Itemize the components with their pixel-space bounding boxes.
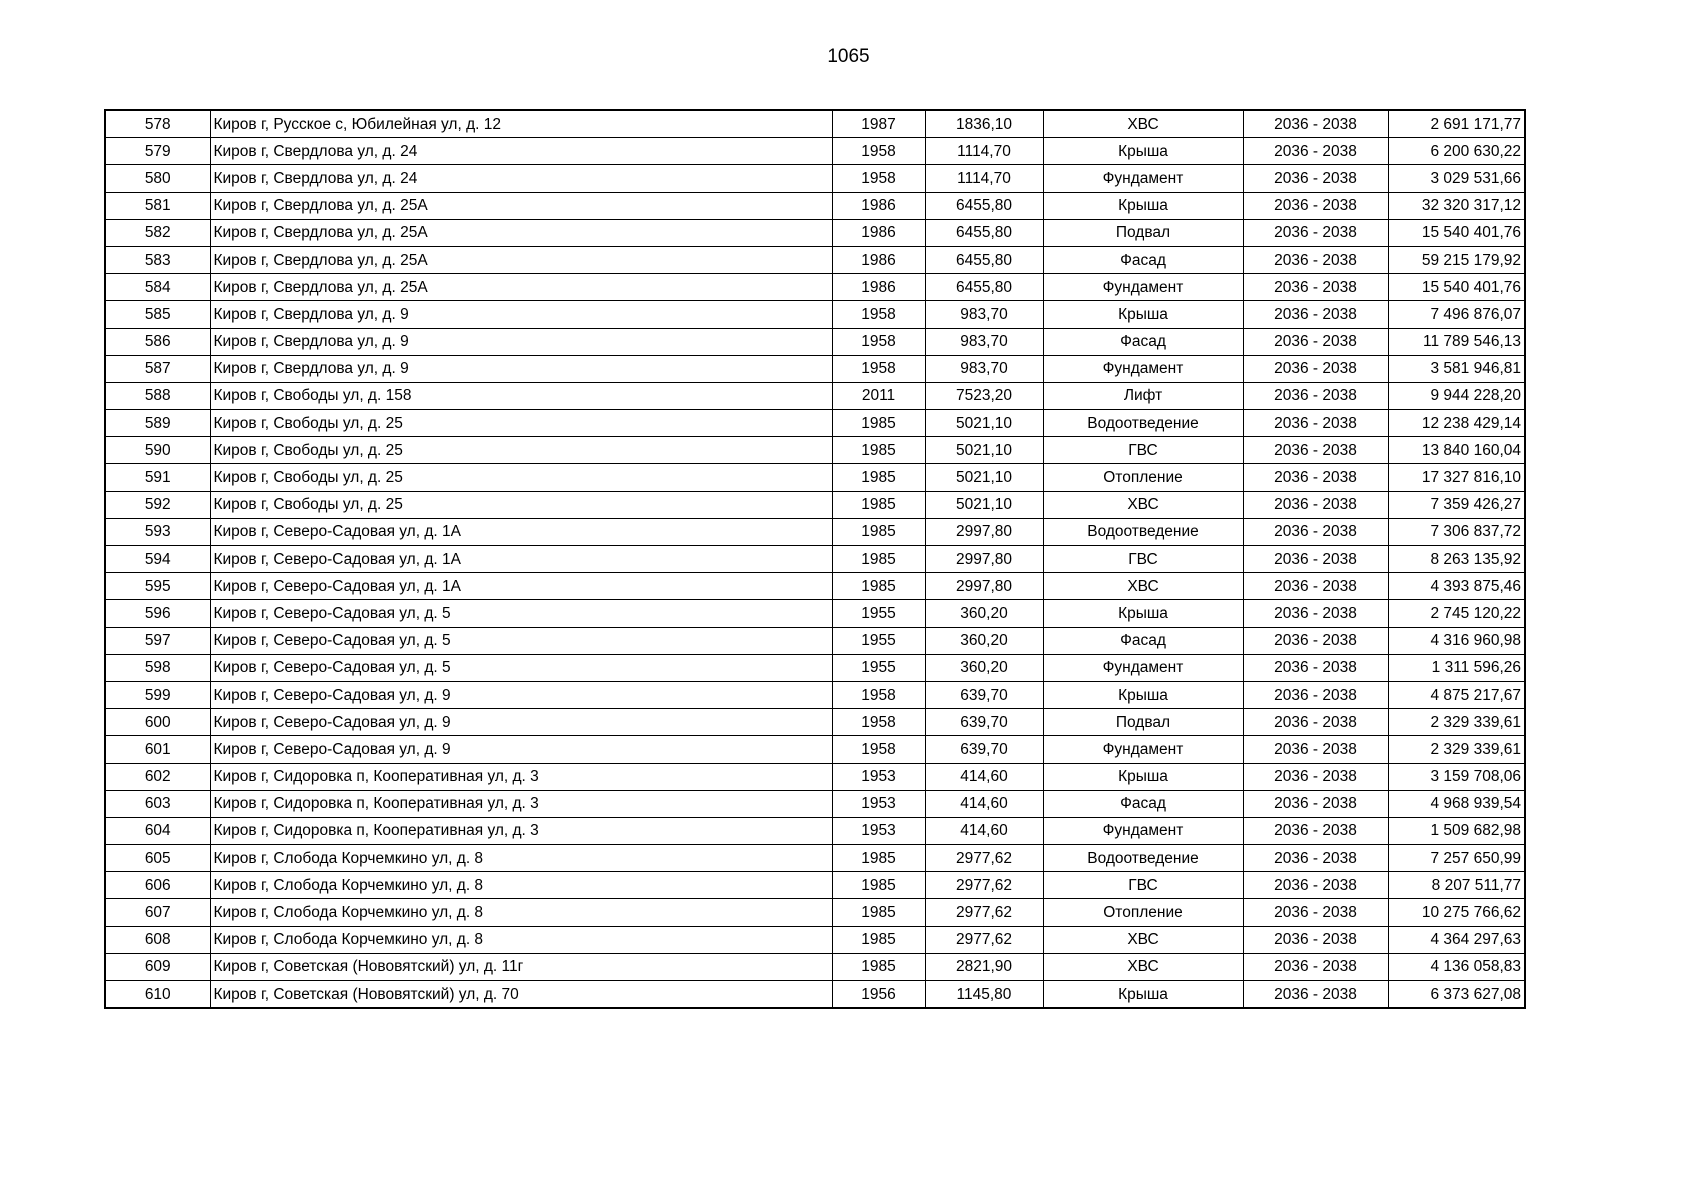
period-cell: 2036 - 2038 — [1243, 736, 1388, 763]
table-row — [105, 681, 1525, 708]
address-cell: Киров г, Свободы ул, д. 25 — [210, 437, 832, 464]
address-cell: Киров г, Свободы ул, д. 25 — [210, 410, 832, 437]
row-number-cell: 579 — [105, 138, 210, 165]
work-type-cell: Крыша — [1043, 301, 1243, 328]
period-cell: 2036 - 2038 — [1243, 981, 1388, 1009]
year-built-cell: 1953 — [832, 790, 925, 817]
row-number-cell: 606 — [105, 872, 210, 899]
work-type-cell: Подвал — [1043, 219, 1243, 246]
row-number-cell: 595 — [105, 573, 210, 600]
period-cell: 2036 - 2038 — [1243, 546, 1388, 573]
row-number-cell: 605 — [105, 845, 210, 872]
cost-cell: 2 329 339,61 — [1388, 709, 1525, 736]
work-type-cell: ГВС — [1043, 872, 1243, 899]
work-type-cell: Крыша — [1043, 763, 1243, 790]
cost-cell: 15 540 401,76 — [1388, 219, 1525, 246]
work-type-cell: Крыша — [1043, 138, 1243, 165]
period-cell: 2036 - 2038 — [1243, 600, 1388, 627]
period-cell: 2036 - 2038 — [1243, 627, 1388, 654]
table-row — [105, 464, 1525, 491]
table-row — [105, 872, 1525, 899]
work-type-cell: Подвал — [1043, 709, 1243, 736]
row-number-cell: 581 — [105, 192, 210, 219]
period-cell: 2036 - 2038 — [1243, 790, 1388, 817]
address-cell: Киров г, Свердлова ул, д. 9 — [210, 355, 832, 382]
area-cell: 5021,10 — [925, 464, 1043, 491]
work-type-cell: Фасад — [1043, 790, 1243, 817]
address-cell: Киров г, Северо-Садовая ул, д. 9 — [210, 681, 832, 708]
period-cell: 2036 - 2038 — [1243, 138, 1388, 165]
row-number-cell: 598 — [105, 654, 210, 681]
table-row — [105, 763, 1525, 790]
period-cell: 2036 - 2038 — [1243, 246, 1388, 273]
table-row — [105, 110, 1525, 138]
year-built-cell: 1953 — [832, 763, 925, 790]
period-cell: 2036 - 2038 — [1243, 410, 1388, 437]
year-built-cell: 1955 — [832, 627, 925, 654]
cost-cell: 4 364 297,63 — [1388, 926, 1525, 953]
cost-cell: 12 238 429,14 — [1388, 410, 1525, 437]
work-type-cell: Фундамент — [1043, 355, 1243, 382]
cost-cell: 15 540 401,76 — [1388, 274, 1525, 301]
period-cell: 2036 - 2038 — [1243, 926, 1388, 953]
cost-cell: 2 329 339,61 — [1388, 736, 1525, 763]
period-cell: 2036 - 2038 — [1243, 872, 1388, 899]
area-cell: 983,70 — [925, 355, 1043, 382]
cost-cell: 6 373 627,08 — [1388, 981, 1525, 1009]
table-body — [105, 110, 1525, 1008]
year-built-cell: 1955 — [832, 600, 925, 627]
cost-cell: 4 875 217,67 — [1388, 681, 1525, 708]
period-cell: 2036 - 2038 — [1243, 573, 1388, 600]
work-type-cell: Водоотведение — [1043, 845, 1243, 872]
table-row — [105, 926, 1525, 953]
period-cell: 2036 - 2038 — [1243, 518, 1388, 545]
work-type-cell: Крыша — [1043, 981, 1243, 1009]
cost-cell: 11 789 546,13 — [1388, 328, 1525, 355]
area-cell: 639,70 — [925, 736, 1043, 763]
cost-cell: 8 207 511,77 — [1388, 872, 1525, 899]
period-cell: 2036 - 2038 — [1243, 328, 1388, 355]
area-cell: 360,20 — [925, 627, 1043, 654]
cost-cell: 6 200 630,22 — [1388, 138, 1525, 165]
work-type-cell: ХВС — [1043, 491, 1243, 518]
period-cell: 2036 - 2038 — [1243, 817, 1388, 844]
work-type-cell: Лифт — [1043, 382, 1243, 409]
table-row — [105, 274, 1525, 301]
cost-cell: 3 029 531,66 — [1388, 165, 1525, 192]
area-cell: 2977,62 — [925, 926, 1043, 953]
work-type-cell: Фасад — [1043, 627, 1243, 654]
cost-cell: 9 944 228,20 — [1388, 382, 1525, 409]
area-cell: 360,20 — [925, 600, 1043, 627]
year-built-cell: 1986 — [832, 219, 925, 246]
cost-cell: 7 306 837,72 — [1388, 518, 1525, 545]
cost-cell: 1 509 682,98 — [1388, 817, 1525, 844]
period-cell: 2036 - 2038 — [1243, 709, 1388, 736]
row-number-cell: 590 — [105, 437, 210, 464]
cost-cell: 4 393 875,46 — [1388, 573, 1525, 600]
area-cell: 360,20 — [925, 654, 1043, 681]
work-type-cell: ГВС — [1043, 437, 1243, 464]
row-number-cell: 596 — [105, 600, 210, 627]
year-built-cell: 1986 — [832, 274, 925, 301]
work-type-cell: ХВС — [1043, 953, 1243, 980]
table-row — [105, 518, 1525, 545]
period-cell: 2036 - 2038 — [1243, 464, 1388, 491]
area-cell: 5021,10 — [925, 437, 1043, 464]
period-cell: 2036 - 2038 — [1243, 437, 1388, 464]
year-built-cell: 1985 — [832, 872, 925, 899]
cost-cell: 4 968 939,54 — [1388, 790, 1525, 817]
row-number-cell: 582 — [105, 219, 210, 246]
table-row — [105, 546, 1525, 573]
address-cell: Киров г, Сидоровка п, Кооперативная ул, д. 3 — [210, 763, 832, 790]
address-cell: Киров г, Свердлова ул, д. 24 — [210, 165, 832, 192]
address-cell: Киров г, Слобода Корчемкино ул, д. 8 — [210, 926, 832, 953]
address-cell: Киров г, Сидоровка п, Кооперативная ул, д. 3 — [210, 817, 832, 844]
address-cell: Киров г, Северо-Садовая ул, д. 5 — [210, 627, 832, 654]
year-built-cell: 1985 — [832, 464, 925, 491]
area-cell: 2997,80 — [925, 518, 1043, 545]
table-row — [105, 410, 1525, 437]
cost-cell: 3 159 708,06 — [1388, 763, 1525, 790]
year-built-cell: 1958 — [832, 138, 925, 165]
table-row — [105, 790, 1525, 817]
year-built-cell: 1958 — [832, 709, 925, 736]
period-cell: 2036 - 2038 — [1243, 219, 1388, 246]
area-cell: 6455,80 — [925, 219, 1043, 246]
work-type-cell: Крыша — [1043, 600, 1243, 627]
year-built-cell: 1958 — [832, 736, 925, 763]
row-number-cell: 594 — [105, 546, 210, 573]
period-cell: 2036 - 2038 — [1243, 899, 1388, 926]
address-cell: Киров г, Сидоровка п, Кооперативная ул, д. 3 — [210, 790, 832, 817]
period-cell: 2036 - 2038 — [1243, 763, 1388, 790]
area-cell: 6455,80 — [925, 274, 1043, 301]
address-cell: Киров г, Свободы ул, д. 158 — [210, 382, 832, 409]
year-built-cell: 1958 — [832, 681, 925, 708]
area-cell: 414,60 — [925, 817, 1043, 844]
area-cell: 5021,10 — [925, 491, 1043, 518]
cost-cell: 13 840 160,04 — [1388, 437, 1525, 464]
work-type-cell: ХВС — [1043, 573, 1243, 600]
year-built-cell: 1985 — [832, 926, 925, 953]
area-cell: 2997,80 — [925, 573, 1043, 600]
cost-cell: 8 263 135,92 — [1388, 546, 1525, 573]
period-cell: 2036 - 2038 — [1243, 110, 1388, 138]
area-cell: 639,70 — [925, 709, 1043, 736]
address-cell: Киров г, Слобода Корчемкино ул, д. 8 — [210, 872, 832, 899]
year-built-cell: 1985 — [832, 410, 925, 437]
area-cell: 6455,80 — [925, 246, 1043, 273]
cost-cell: 17 327 816,10 — [1388, 464, 1525, 491]
period-cell: 2036 - 2038 — [1243, 165, 1388, 192]
address-cell: Киров г, Свердлова ул, д. 25А — [210, 219, 832, 246]
area-cell: 983,70 — [925, 301, 1043, 328]
row-number-cell: 608 — [105, 926, 210, 953]
address-cell: Киров г, Слобода Корчемкино ул, д. 8 — [210, 899, 832, 926]
area-cell: 5021,10 — [925, 410, 1043, 437]
table-row — [105, 246, 1525, 273]
row-number-cell: 599 — [105, 681, 210, 708]
row-number-cell: 584 — [105, 274, 210, 301]
page-number: 1065 — [827, 46, 870, 67]
work-type-cell: Фундамент — [1043, 654, 1243, 681]
table-row — [105, 219, 1525, 246]
table-row — [105, 736, 1525, 763]
work-type-cell: Отопление — [1043, 899, 1243, 926]
table-row — [105, 654, 1525, 681]
area-cell: 6455,80 — [925, 192, 1043, 219]
year-built-cell: 1955 — [832, 654, 925, 681]
table-row — [105, 845, 1525, 872]
table-row — [105, 709, 1525, 736]
address-cell: Киров г, Северо-Садовая ул, д. 1А — [210, 573, 832, 600]
cost-cell: 59 215 179,92 — [1388, 246, 1525, 273]
year-built-cell: 1953 — [832, 817, 925, 844]
cost-cell: 7 257 650,99 — [1388, 845, 1525, 872]
period-cell: 2036 - 2038 — [1243, 654, 1388, 681]
work-type-cell: Фасад — [1043, 328, 1243, 355]
address-cell: Киров г, Северо-Садовая ул, д. 1А — [210, 546, 832, 573]
year-built-cell: 1985 — [832, 518, 925, 545]
address-cell: Киров г, Советская (Нововятский) ул, д. 70 — [210, 981, 832, 1009]
area-cell: 2977,62 — [925, 899, 1043, 926]
row-number-cell: 580 — [105, 165, 210, 192]
work-type-cell: Водоотведение — [1043, 518, 1243, 545]
row-number-cell: 603 — [105, 790, 210, 817]
period-cell: 2036 - 2038 — [1243, 274, 1388, 301]
area-cell: 414,60 — [925, 790, 1043, 817]
year-built-cell: 1985 — [832, 573, 925, 600]
row-number-cell: 586 — [105, 328, 210, 355]
row-number-cell: 589 — [105, 410, 210, 437]
area-cell: 414,60 — [925, 763, 1043, 790]
work-type-cell: Водоотведение — [1043, 410, 1243, 437]
year-built-cell: 1985 — [832, 437, 925, 464]
area-cell: 1114,70 — [925, 138, 1043, 165]
cost-cell: 7 496 876,07 — [1388, 301, 1525, 328]
work-type-cell: Крыша — [1043, 192, 1243, 219]
work-type-cell: Фасад — [1043, 246, 1243, 273]
table-row — [105, 355, 1525, 382]
table-row — [105, 953, 1525, 980]
row-number-cell: 607 — [105, 899, 210, 926]
table-row — [105, 573, 1525, 600]
cost-cell: 4 136 058,83 — [1388, 953, 1525, 980]
address-cell: Киров г, Северо-Садовая ул, д. 1А — [210, 518, 832, 545]
address-cell: Киров г, Свердлова ул, д. 9 — [210, 301, 832, 328]
area-cell: 639,70 — [925, 681, 1043, 708]
area-cell: 7523,20 — [925, 382, 1043, 409]
period-cell: 2036 - 2038 — [1243, 953, 1388, 980]
address-cell: Киров г, Советская (Нововятский) ул, д. 11г — [210, 953, 832, 980]
table-row — [105, 301, 1525, 328]
table-row — [105, 627, 1525, 654]
address-cell: Киров г, Свердлова ул, д. 25А — [210, 246, 832, 273]
year-built-cell: 1985 — [832, 845, 925, 872]
repair-schedule-table — [104, 109, 1526, 1009]
table-row — [105, 165, 1525, 192]
table-row — [105, 437, 1525, 464]
area-cell: 2821,90 — [925, 953, 1043, 980]
address-cell: Киров г, Северо-Садовая ул, д. 5 — [210, 654, 832, 681]
work-type-cell: Крыша — [1043, 681, 1243, 708]
address-cell: Киров г, Северо-Садовая ул, д. 9 — [210, 709, 832, 736]
area-cell: 2977,62 — [925, 872, 1043, 899]
work-type-cell: Фундамент — [1043, 274, 1243, 301]
period-cell: 2036 - 2038 — [1243, 355, 1388, 382]
row-number-cell: 597 — [105, 627, 210, 654]
year-built-cell: 1956 — [832, 981, 925, 1009]
area-cell: 2997,80 — [925, 546, 1043, 573]
row-number-cell: 592 — [105, 491, 210, 518]
work-type-cell: Фундамент — [1043, 165, 1243, 192]
table-row — [105, 192, 1525, 219]
cost-cell: 7 359 426,27 — [1388, 491, 1525, 518]
area-cell: 2977,62 — [925, 845, 1043, 872]
table-row — [105, 138, 1525, 165]
work-type-cell: ХВС — [1043, 110, 1243, 138]
period-cell: 2036 - 2038 — [1243, 301, 1388, 328]
period-cell: 2036 - 2038 — [1243, 491, 1388, 518]
area-cell: 1836,10 — [925, 110, 1043, 138]
work-type-cell: Фундамент — [1043, 817, 1243, 844]
year-built-cell: 1985 — [832, 899, 925, 926]
work-type-cell: Отопление — [1043, 464, 1243, 491]
row-number-cell: 585 — [105, 301, 210, 328]
table-row — [105, 491, 1525, 518]
year-built-cell: 1958 — [832, 165, 925, 192]
cost-cell: 2 745 120,22 — [1388, 600, 1525, 627]
cost-cell: 4 316 960,98 — [1388, 627, 1525, 654]
year-built-cell: 1958 — [832, 301, 925, 328]
period-cell: 2036 - 2038 — [1243, 192, 1388, 219]
address-cell: Киров г, Свободы ул, д. 25 — [210, 491, 832, 518]
row-number-cell: 610 — [105, 981, 210, 1009]
row-number-cell: 578 — [105, 110, 210, 138]
row-number-cell: 583 — [105, 246, 210, 273]
address-cell: Киров г, Свердлова ул, д. 25А — [210, 192, 832, 219]
table-row — [105, 981, 1525, 1009]
table-row — [105, 817, 1525, 844]
table-row — [105, 382, 1525, 409]
year-built-cell: 1958 — [832, 355, 925, 382]
year-built-cell: 1958 — [832, 328, 925, 355]
address-cell: Киров г, Свободы ул, д. 25 — [210, 464, 832, 491]
cost-cell: 2 691 171,77 — [1388, 110, 1525, 138]
address-cell: Киров г, Свердлова ул, д. 24 — [210, 138, 832, 165]
year-built-cell: 1985 — [832, 953, 925, 980]
cost-cell: 1 311 596,26 — [1388, 654, 1525, 681]
work-type-cell: ХВС — [1043, 926, 1243, 953]
cost-cell: 10 275 766,62 — [1388, 899, 1525, 926]
row-number-cell: 587 — [105, 355, 210, 382]
row-number-cell: 593 — [105, 518, 210, 545]
work-type-cell: Фундамент — [1043, 736, 1243, 763]
row-number-cell: 601 — [105, 736, 210, 763]
period-cell: 2036 - 2038 — [1243, 681, 1388, 708]
table-row — [105, 899, 1525, 926]
year-built-cell: 2011 — [832, 382, 925, 409]
row-number-cell: 604 — [105, 817, 210, 844]
row-number-cell: 609 — [105, 953, 210, 980]
area-cell: 1145,80 — [925, 981, 1043, 1009]
row-number-cell: 602 — [105, 763, 210, 790]
address-cell: Киров г, Свердлова ул, д. 25А — [210, 274, 832, 301]
year-built-cell: 1987 — [832, 110, 925, 138]
period-cell: 2036 - 2038 — [1243, 382, 1388, 409]
row-number-cell: 588 — [105, 382, 210, 409]
cost-cell: 3 581 946,81 — [1388, 355, 1525, 382]
table-row — [105, 600, 1525, 627]
address-cell: Киров г, Русское с, Юбилейная ул, д. 12 — [210, 110, 832, 138]
table-row — [105, 328, 1525, 355]
year-built-cell: 1985 — [832, 546, 925, 573]
row-number-cell: 591 — [105, 464, 210, 491]
work-type-cell: ГВС — [1043, 546, 1243, 573]
year-built-cell: 1986 — [832, 192, 925, 219]
address-cell: Киров г, Северо-Садовая ул, д. 5 — [210, 600, 832, 627]
area-cell: 1114,70 — [925, 165, 1043, 192]
address-cell: Киров г, Слобода Корчемкино ул, д. 8 — [210, 845, 832, 872]
period-cell: 2036 - 2038 — [1243, 845, 1388, 872]
year-built-cell: 1985 — [832, 491, 925, 518]
row-number-cell: 600 — [105, 709, 210, 736]
cost-cell: 32 320 317,12 — [1388, 192, 1525, 219]
year-built-cell: 1986 — [832, 246, 925, 273]
area-cell: 983,70 — [925, 328, 1043, 355]
address-cell: Киров г, Северо-Садовая ул, д. 9 — [210, 736, 832, 763]
address-cell: Киров г, Свердлова ул, д. 9 — [210, 328, 832, 355]
